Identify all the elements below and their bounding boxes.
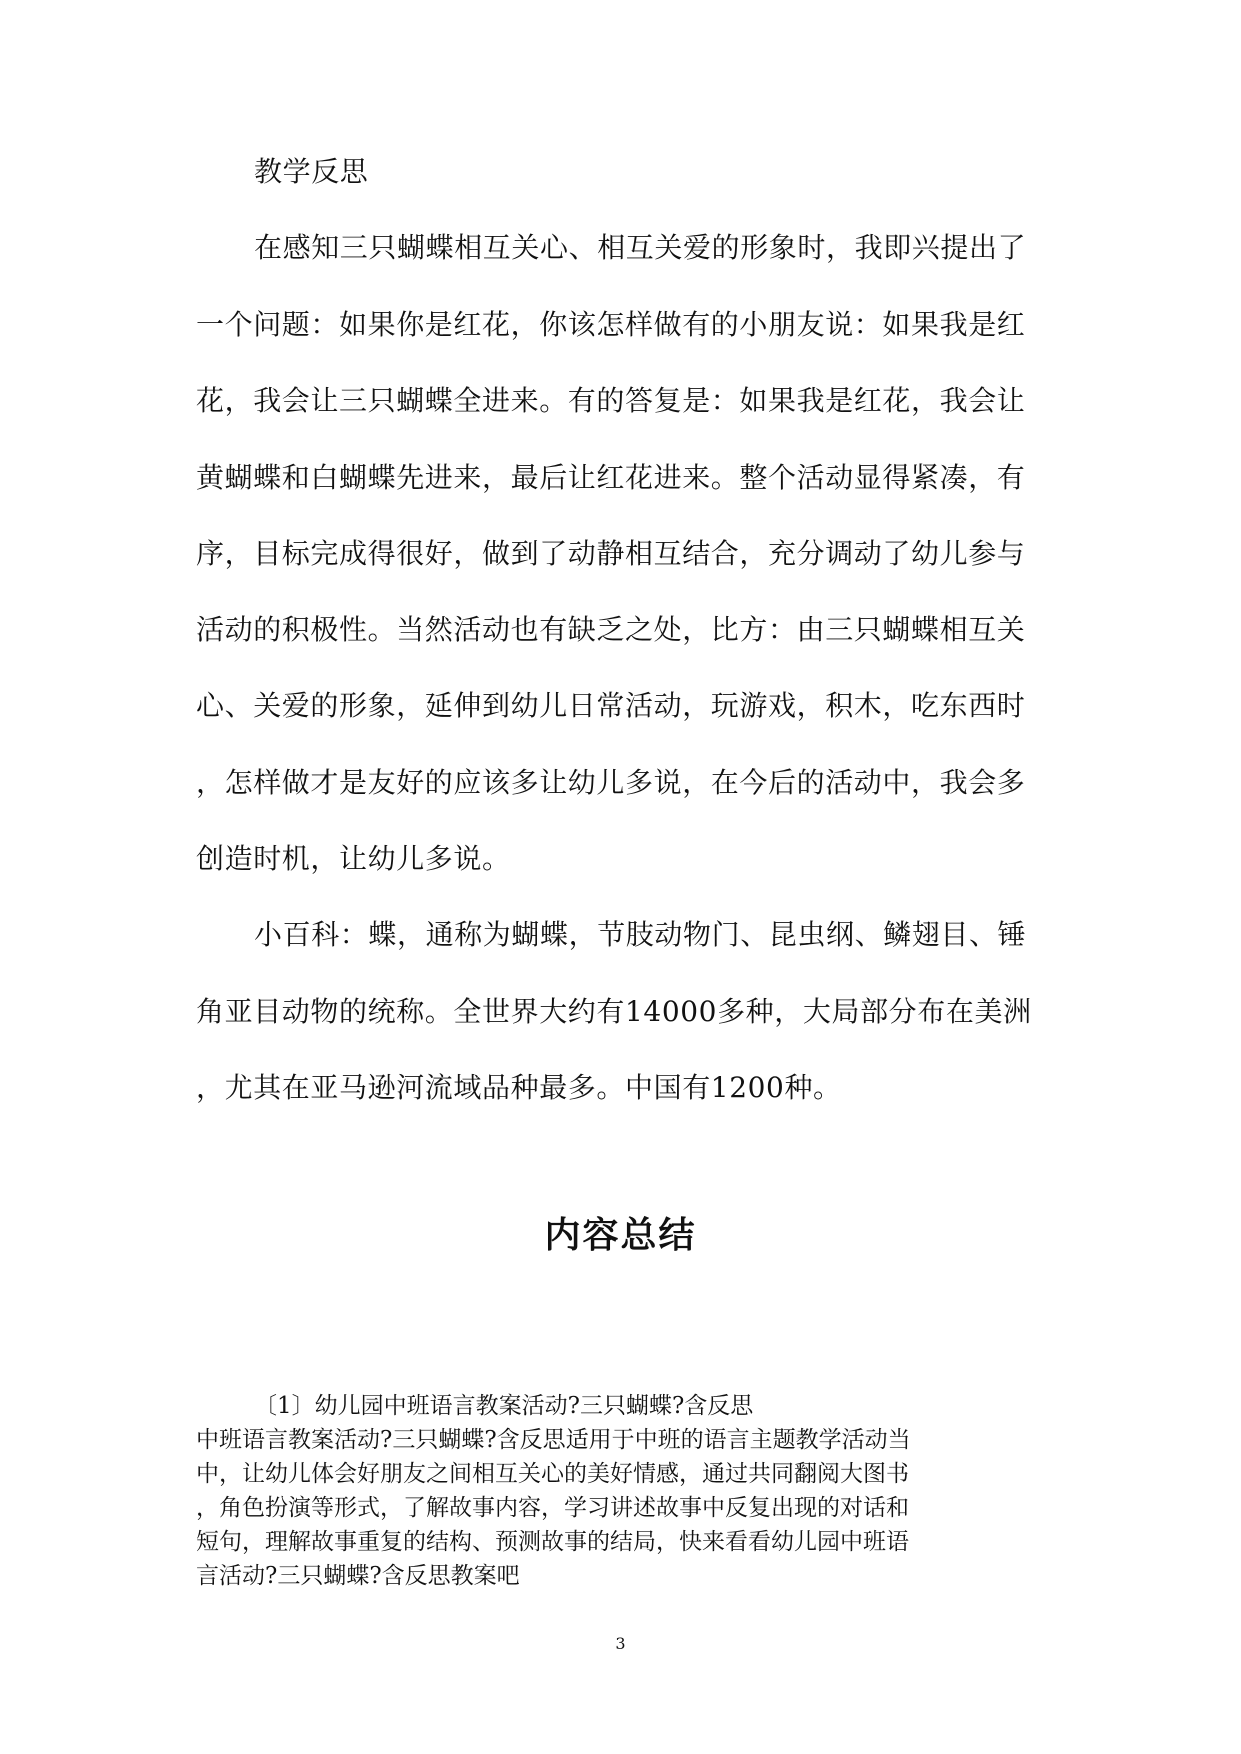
- reflection-line: 在感知三只蝴蝶相互关心、相互关爱的形象时，我即兴提出了: [254, 231, 1027, 264]
- reflection-line: 花，我会让三只蝴蝶全进来。有的答复是：如果我是红花，我会让: [196, 384, 1026, 417]
- reflection-line: 创造时机，让幼儿多说。: [196, 842, 511, 875]
- encyclopedia-line: ，尤其在亚马逊河流域品种最多。中国有1200种。: [196, 1071, 842, 1104]
- summary-line: 〔1〕幼儿园中班语言教案活动?三只蝴蝶?含反思: [254, 1393, 754, 1419]
- summary-line: 中，让幼儿体会好朋友之间相互关心的美好情感，通过共同翻阅大图书: [196, 1461, 909, 1487]
- summary-line: 言活动?三只蝴蝶?含反思教案吧: [196, 1563, 520, 1589]
- reflection-line: 序，目标完成得很好，做到了动静相互结合，充分调动了幼儿参与: [196, 537, 1026, 570]
- encyclopedia-line: 小百科：蝶，通称为蝴蝶，节肢动物门、昆虫纲、鳞翅目、锤: [254, 918, 1027, 951]
- reflection-heading: 教学反思: [254, 155, 369, 188]
- summary-line: ，角色扮演等形式，了解故事内容，学习讲述故事中反复出现的对话和: [196, 1495, 909, 1521]
- reflection-line: 活动的积极性。当然活动也有缺乏之处，比方：由三只蝴蝶相互关: [196, 613, 1026, 646]
- page-number: 3: [615, 1634, 626, 1653]
- encyclopedia-line: 角亚目动物的统称。全世界大约有14000多种，大局部分布在美洲: [196, 995, 1032, 1028]
- reflection-line: 一个问题：如果你是红花，你该怎样做有的小朋友说：如果我是红: [196, 308, 1026, 341]
- summary-line: 短句，理解故事重复的结构、预测故事的结局，快来看看幼儿园中班语: [196, 1529, 909, 1555]
- reflection-line: ，怎样做才是友好的应该多让幼儿多说，在今后的活动中，我会多: [196, 766, 1026, 799]
- reflection-line: 黄蝴蝶和白蝴蝶先进来，最后让红花进来。整个活动显得紧凑，有: [196, 461, 1026, 494]
- summary-line: 中班语言教案活动?三只蝴蝶?含反思适用于中班的语言主题教学活动当: [196, 1427, 911, 1453]
- summary-title: 内容总结: [544, 1215, 697, 1256]
- reflection-line: 心、关爱的形象，延伸到幼儿日常活动，玩游戏，积木，吃东西时: [196, 689, 1026, 722]
